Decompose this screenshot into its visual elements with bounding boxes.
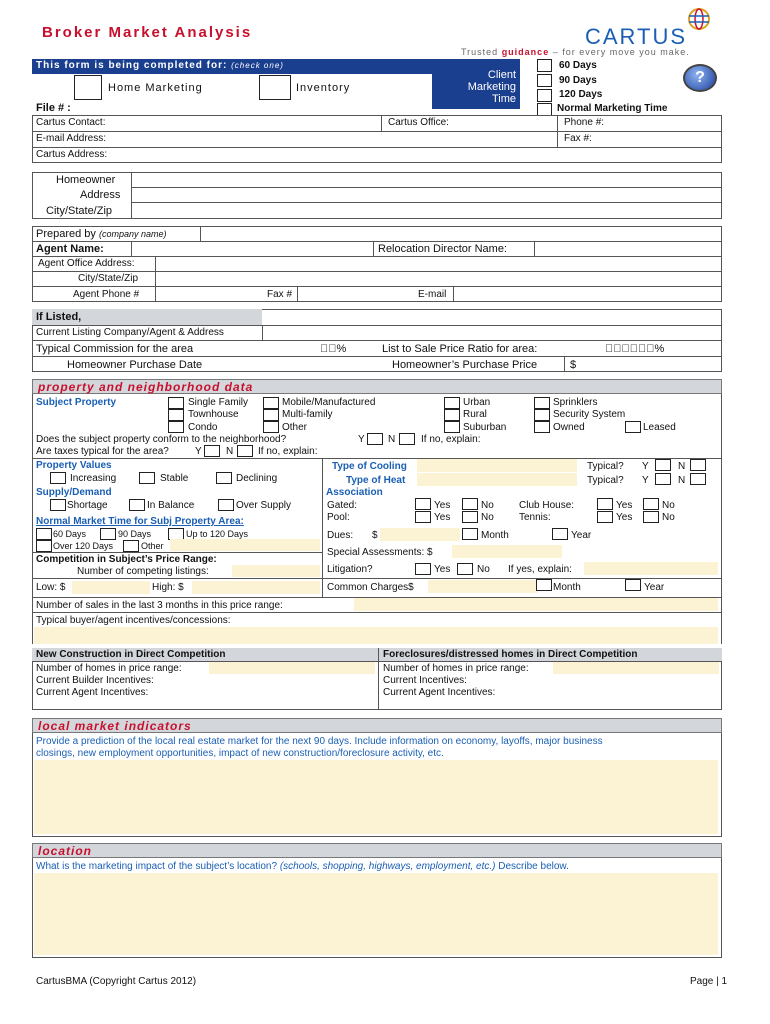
- phone-label: Phone #:: [564, 117, 605, 128]
- other-type-label: Other: [282, 422, 308, 433]
- dues-field[interactable]: [380, 528, 460, 541]
- litigation-yes-checkbox[interactable]: [415, 563, 431, 575]
- low-price-label: Low: $: [36, 582, 66, 593]
- contact-block: [32, 115, 722, 163]
- normal-marketing-label: Normal Marketing Time: [557, 103, 668, 114]
- prepared-by-label: Prepared by (company name): [36, 228, 167, 240]
- urban-label: Urban: [463, 397, 491, 408]
- agent-fax-label: Fax #: [267, 289, 293, 300]
- commission-pct:   %: [320, 343, 347, 355]
- urban-checkbox[interactable]: [444, 397, 460, 409]
- conform-question: Does the subject property conform to the neighborhood?: [36, 434, 287, 445]
- location-prompt: What is the marketing impact of the subject’s location? (schools, shopping, highways, employment, etc.) Describe below.: [36, 861, 569, 872]
- mobile-checkbox[interactable]: [263, 397, 279, 409]
- club-no-checkbox[interactable]: [643, 498, 659, 510]
- declining-checkbox[interactable]: [216, 472, 232, 484]
- tennis-no-checkbox[interactable]: [643, 511, 659, 523]
- sales-field[interactable]: [354, 598, 718, 611]
- rural-label: Rural: [463, 409, 487, 420]
- cooling-y-label: Y: [642, 461, 649, 472]
- in-balance-checkbox[interactable]: [129, 499, 145, 511]
- foreclosure-current-label: Current Incentives:: [383, 675, 467, 686]
- heat-field[interactable]: [417, 473, 577, 486]
- suburban-label: Suburban: [463, 422, 507, 433]
- gated-yes-checkbox[interactable]: [415, 498, 431, 510]
- home-marketing-label: Home Marketing: [108, 82, 203, 94]
- foreclosure-agent-label: Current Agent Incentives:: [383, 687, 496, 698]
- local-market-prompt-1: Provide a prediction of the local real estate market for the next 90 days. Include information on economy, layoffs, major business: [36, 736, 603, 747]
- cartus-wordmark: CARTUS: [585, 24, 688, 49]
- agent-email-label: E-mail: [418, 289, 447, 300]
- location-section-header: location: [32, 843, 722, 858]
- stable-checkbox[interactable]: [139, 472, 155, 484]
- form-for-label: This form is being completed for: (check one): [36, 60, 284, 71]
- common-month-checkbox[interactable]: [536, 579, 552, 591]
- tennis-no-label: No: [662, 512, 675, 523]
- ratio-pct:       %: [605, 343, 665, 355]
- homeowner-block: [32, 172, 722, 219]
- shortage-checkbox[interactable]: [50, 499, 66, 511]
- city-state-zip-label: City/State/Zip: [46, 205, 113, 217]
- email-label: E-mail Address:: [36, 133, 107, 144]
- heat-n-checkbox[interactable]: [690, 473, 706, 485]
- dues-month-checkbox[interactable]: [462, 528, 478, 540]
- cooling-n-checkbox[interactable]: [690, 459, 706, 471]
- footer-page: Page | 1: [690, 976, 728, 987]
- heat-y-label: Y: [642, 475, 649, 486]
- in-balance-label: In Balance: [147, 500, 195, 511]
- incentives-field[interactable]: [34, 627, 718, 644]
- agent-office-address-label: Agent Office Address:: [38, 258, 135, 269]
- stable-label: Stable: [160, 473, 189, 484]
- newcon-homes-label: Number of homes in price range:: [36, 663, 182, 674]
- owned-checkbox[interactable]: [534, 421, 550, 433]
- home-marketing-checkbox[interactable]: [74, 75, 102, 100]
- cooling-y-checkbox[interactable]: [655, 459, 671, 471]
- footer-copyright: CartusBMA (Copyright Cartus 2012): [36, 976, 197, 987]
- supply-demand-label: Supply/Demand: [36, 487, 112, 498]
- if-listed-label: If Listed,: [36, 311, 82, 323]
- special-assessments-field[interactable]: [452, 545, 562, 558]
- 60-days-checkbox[interactable]: [537, 59, 552, 72]
- purchase-price-label: Homeowner’s Purchase Price: [392, 359, 538, 371]
- litigation-no-label: No: [477, 564, 490, 575]
- leased-checkbox[interactable]: [625, 421, 641, 433]
- conform-y-checkbox[interactable]: [367, 433, 383, 445]
- gated-no-label: No: [481, 500, 494, 511]
- high-price-field[interactable]: [192, 581, 320, 594]
- local-market-section-header: local market indicators: [32, 718, 722, 733]
- new-construction-header: New Construction in Direct Competition: [36, 649, 226, 660]
- condo-checkbox[interactable]: [168, 421, 184, 433]
- heat-y-checkbox[interactable]: [655, 473, 671, 485]
- pool-no-checkbox[interactable]: [462, 511, 478, 523]
- nmt-over120-checkbox[interactable]: [36, 540, 52, 552]
- condo-label: Condo: [188, 422, 218, 433]
- address-label: Address: [80, 189, 121, 201]
- page-title: Broker Market Analysis: [42, 24, 253, 41]
- tennis-label: Tennis:: [519, 512, 551, 523]
- taxes-ifno-label: If no, explain:: [258, 446, 318, 457]
- agent-city-label: City/State/Zip: [78, 273, 139, 284]
- security-label: Security System: [553, 409, 626, 420]
- cooling-label: Type of Cooling: [332, 461, 407, 472]
- over-supply-checkbox[interactable]: [218, 499, 234, 511]
- nmt-other-field[interactable]: [170, 539, 320, 551]
- pool-yes-label: Yes: [434, 512, 451, 523]
- club-yes-checkbox[interactable]: [597, 498, 613, 510]
- gated-no-checkbox[interactable]: [462, 498, 478, 510]
- sprinklers-checkbox[interactable]: [534, 397, 550, 409]
- suburban-checkbox[interactable]: [444, 421, 460, 433]
- inventory-label: Inventory: [296, 82, 351, 94]
- gated-yes-label: Yes: [434, 500, 451, 511]
- competition-label: Competition in Subject’s Price Range:: [36, 554, 217, 565]
- help-icon[interactable]: ?: [683, 64, 717, 92]
- dues-month-label: Month: [481, 530, 509, 541]
- tagline: Trusted guidance – for every move you make.: [461, 47, 690, 57]
- club-house-label: Club House:: [519, 500, 575, 511]
- security-checkbox[interactable]: [534, 409, 550, 421]
- common-year-checkbox[interactable]: [625, 579, 641, 591]
- foreclosure-header: Foreclosures/distressed homes in Direct Competition: [383, 649, 638, 660]
- 120-days-checkbox[interactable]: [537, 89, 552, 102]
- fax-label: Fax #:: [564, 133, 592, 144]
- 90-days-label: 90 Days: [559, 75, 597, 86]
- cartus-address-label: Cartus Address:: [36, 149, 108, 160]
- competing-listings-field[interactable]: [232, 565, 320, 577]
- litigation-ifyes-label: If yes, explain:: [508, 564, 572, 575]
- nmt-other-checkbox[interactable]: [123, 540, 139, 552]
- increasing-label: Increasing: [70, 473, 117, 484]
- conform-y-label: Y: [358, 434, 365, 445]
- rural-checkbox[interactable]: [444, 409, 460, 421]
- common-month-label: Month: [553, 582, 581, 593]
- special-assessments-label: Special Assessments: $: [327, 547, 433, 558]
- tennis-yes-checkbox[interactable]: [597, 511, 613, 523]
- heat-label: Type of Heat: [346, 475, 406, 486]
- multi-family-checkbox[interactable]: [263, 409, 279, 421]
- agent-phone-label: Agent Phone #: [73, 289, 140, 300]
- nmt-60-label: 60 Days: [53, 529, 87, 539]
- litigation-no-checkbox[interactable]: [457, 563, 473, 575]
- litigation-explain-field[interactable]: [584, 562, 718, 575]
- over-supply-label: Over Supply: [236, 500, 292, 511]
- conform-ifno-label: If no, explain:: [421, 434, 481, 445]
- common-charges-label: Common Charges$: [327, 582, 414, 593]
- competing-listings-label: Number of competing listings:: [77, 566, 209, 577]
- pool-label: Pool:: [327, 512, 350, 523]
- litigation-yes-label: Yes: [434, 564, 451, 575]
- conform-n-checkbox[interactable]: [399, 433, 415, 445]
- current-listing-label: Current Listing Company/Agent & Address: [36, 327, 224, 338]
- litigation-label: Litigation?: [327, 564, 373, 575]
- 90-days-checkbox[interactable]: [537, 74, 552, 87]
- nmt-90-label: 90 Days: [118, 529, 152, 539]
- taxes-y-label: Y: [195, 446, 202, 457]
- nmt-120-label: Up to 120 Days: [186, 529, 249, 539]
- sprinklers-label: Sprinklers: [553, 397, 598, 408]
- club-no-label: No: [662, 500, 675, 511]
- townhouse-checkbox[interactable]: [168, 409, 184, 421]
- pool-no-label: No: [481, 512, 494, 523]
- agent-incentives-label: Current Agent Incentives:: [36, 687, 149, 698]
- agent-name-label: Agent Name:: [36, 243, 104, 255]
- heat-n-label: N: [678, 475, 686, 486]
- normal-market-time-label: Normal Market Time for Subj Property Area:: [36, 516, 244, 527]
- dues-label: Dues:: [327, 530, 354, 541]
- builder-incentives-label: Current Builder Incentives:: [36, 675, 154, 686]
- sales-last-3-months-label: Number of sales in the last 3 months in this price range:: [36, 600, 283, 611]
- relocation-director-label: Relocation Director Name:: [378, 243, 507, 255]
- nmt-90-checkbox[interactable]: [100, 528, 116, 540]
- single-family-label: Single Family: [188, 397, 249, 408]
- increasing-checkbox[interactable]: [50, 472, 66, 484]
- common-year-label: Year: [644, 582, 665, 593]
- nmt-other-label: Other: [141, 541, 164, 551]
- leased-label: Leased: [643, 422, 676, 433]
- high-price-label: High: $: [152, 582, 184, 593]
- incentives-label: Typical buyer/agent incentives/concessions:: [36, 615, 231, 626]
- tennis-yes-label: Yes: [616, 512, 633, 523]
- 120-days-label: 120 Days: [559, 89, 603, 100]
- taxes-n-checkbox[interactable]: [237, 445, 253, 457]
- heat-typical-label: Typical?: [587, 475, 624, 486]
- location-field[interactable]: [34, 873, 718, 955]
- cartus-contact-label: Cartus Contact:: [36, 117, 106, 128]
- file-number-label: File # :: [36, 102, 71, 114]
- declining-label: Declining: [236, 473, 278, 484]
- foreclosure-homes-label: Number of homes in price range:: [383, 663, 529, 674]
- commission-label: Typical Commission for the area: [36, 343, 194, 355]
- dues-dollar: $: [372, 530, 378, 541]
- mobile-label: Mobile/Manufactured: [282, 397, 376, 408]
- gated-label: Gated:: [327, 500, 358, 511]
- local-market-prompt-2: closings, new employment opportunities, impact of new construction/foreclosure activity, etc.: [36, 748, 444, 759]
- cooling-n-label: N: [678, 461, 686, 472]
- foreclosure-homes-field[interactable]: [553, 662, 719, 674]
- taxes-question: Are taxes typical for the area?: [36, 446, 169, 457]
- property-section-header: property and neighborhood data: [32, 379, 722, 394]
- low-price-field[interactable]: [72, 581, 150, 594]
- owned-label: Owned: [553, 422, 585, 433]
- homeowner-label: Homeowner: [56, 174, 116, 186]
- purchase-price-dollar: $: [570, 359, 577, 371]
- nmt-60-checkbox[interactable]: [36, 528, 52, 540]
- shortage-label: Shortage: [67, 500, 108, 511]
- newcon-homes-field[interactable]: [209, 662, 375, 674]
- purchase-date-label: Homeowner Purchase Date: [67, 359, 203, 371]
- cartus-office-label: Cartus Office:: [388, 117, 449, 128]
- pool-yes-checkbox[interactable]: [415, 511, 431, 523]
- other-type-checkbox[interactable]: [263, 421, 279, 433]
- local-market-field[interactable]: [34, 760, 718, 834]
- subject-property-label: Subject Property: [36, 397, 117, 408]
- conform-n-label: N: [388, 434, 396, 445]
- dues-year-checkbox[interactable]: [552, 528, 568, 540]
- multi-family-label: Multi-family: [282, 409, 333, 420]
- property-values-label: Property Values: [36, 460, 112, 471]
- nmt-over120-label: Over 120 Days: [53, 541, 114, 551]
- club-yes-label: Yes: [616, 500, 633, 511]
- client-marketing-time-box: Client Marketing Time: [432, 59, 520, 109]
- inventory-checkbox[interactable]: [259, 75, 291, 100]
- ratio-label: List to Sale Price Ratio for area:: [382, 343, 538, 355]
- taxes-y-checkbox[interactable]: [204, 445, 220, 457]
- 60-days-label: 60 Days: [559, 60, 597, 71]
- single-family-checkbox[interactable]: [168, 397, 184, 409]
- townhouse-label: Townhouse: [188, 409, 239, 420]
- dues-year-label: Year: [571, 530, 592, 541]
- cooling-field[interactable]: [417, 459, 577, 472]
- cooling-typical-label: Typical?: [587, 461, 624, 472]
- association-label: Association: [326, 487, 383, 498]
- common-charges-field[interactable]: [428, 580, 538, 593]
- taxes-n-label: N: [226, 446, 234, 457]
